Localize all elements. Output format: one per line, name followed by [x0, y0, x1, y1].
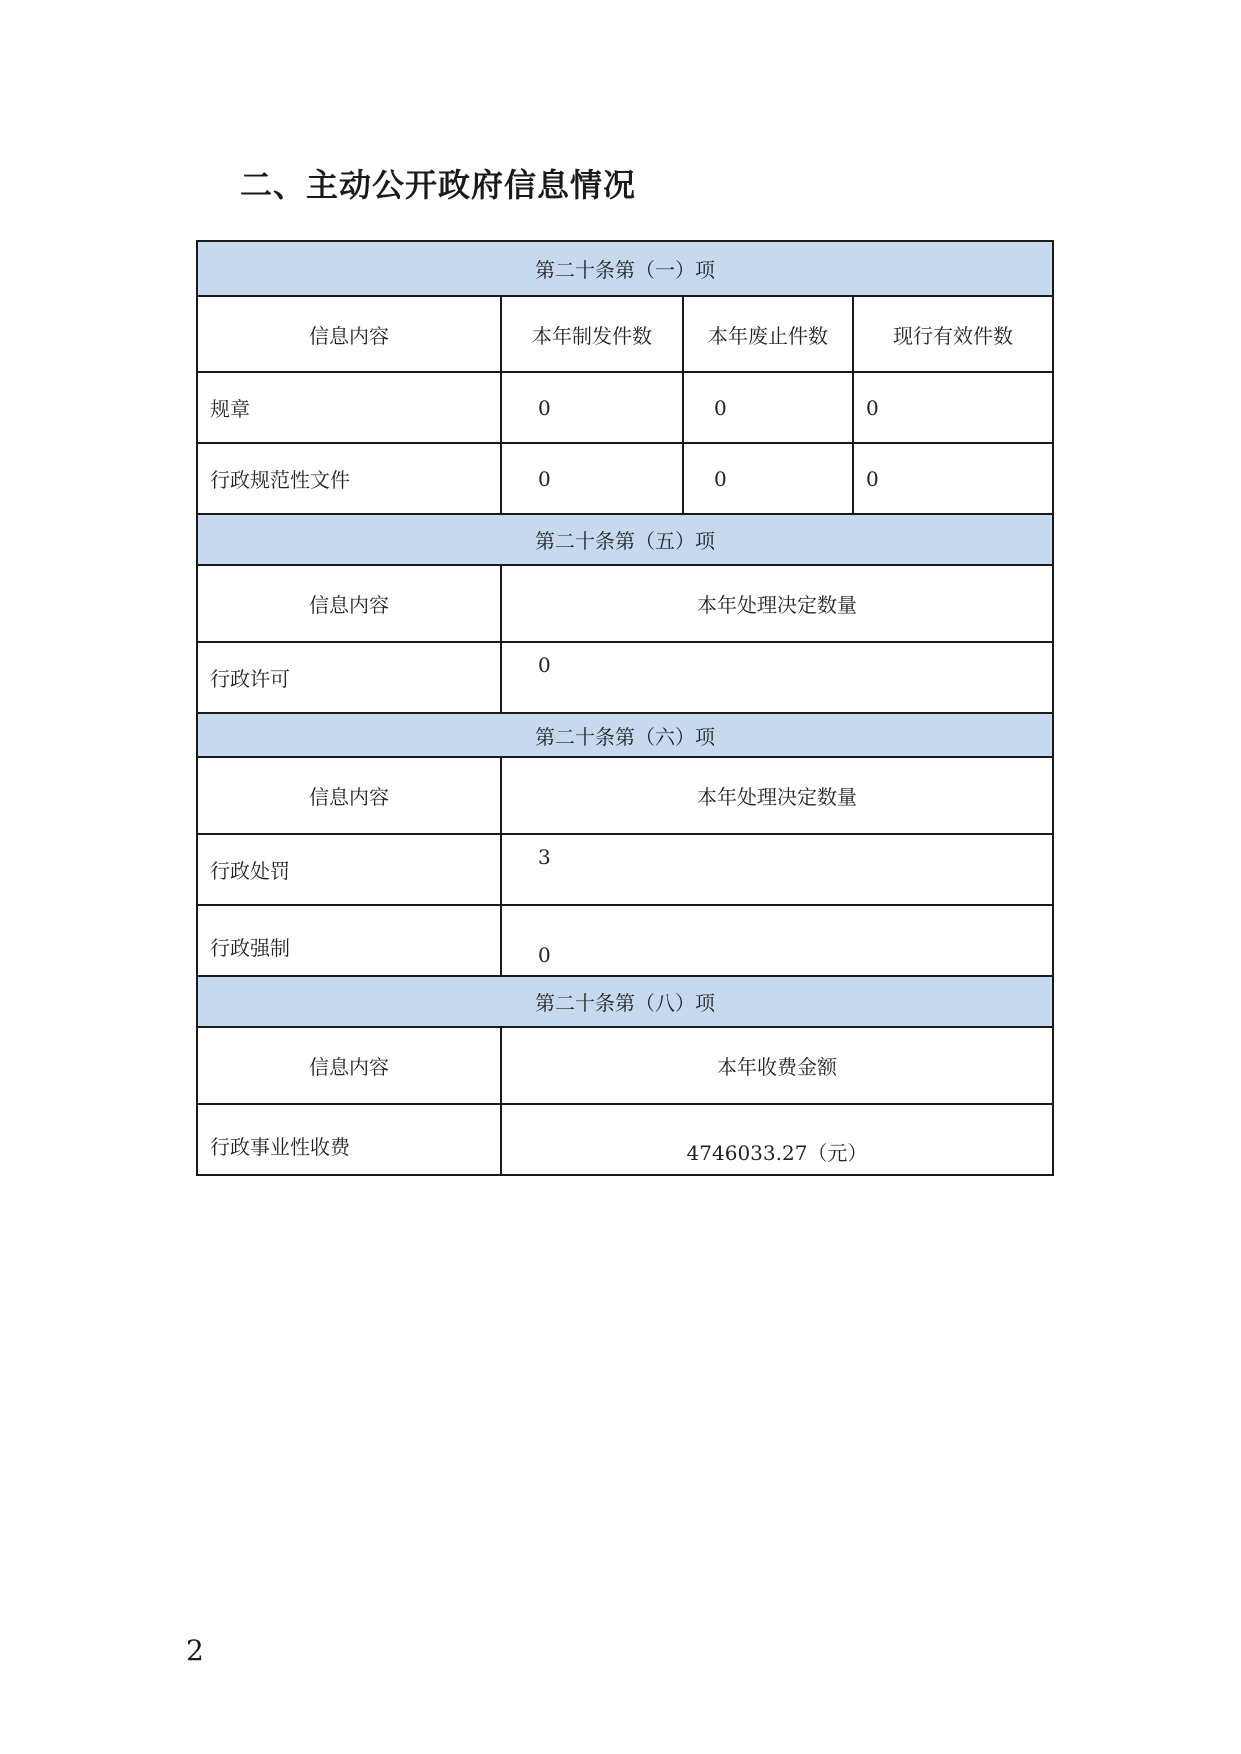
table-row [197, 372, 1053, 443]
section-title-5: 第二十条第（五）项 [197, 514, 1053, 565]
section-title-6: 第二十条第（六）项 [197, 713, 1053, 757]
table-cell: 0 [501, 372, 683, 443]
table-cell: 0 [683, 372, 853, 443]
section-title-8: 第二十条第（八）项 [197, 976, 1053, 1027]
table-cell: 0 [501, 443, 683, 514]
page-heading: 二、主动公开政府信息情况 [240, 166, 637, 204]
info-table [196, 240, 1054, 1176]
table-cell: 0 [853, 372, 1053, 443]
table-row [197, 443, 1053, 514]
section-header-row [197, 514, 1053, 565]
column-header: 本年废止件数 [683, 296, 853, 372]
column-header: 本年处理决定数量 [501, 565, 1053, 642]
row-label: 行政许可 [197, 642, 501, 713]
section-title-1: 第二十条第（一）项 [197, 241, 1053, 296]
table-row [197, 642, 1053, 713]
page-number: 2 [186, 1634, 204, 1667]
section-header-row [197, 713, 1053, 757]
section-header-row [197, 241, 1053, 296]
table-cell: 4746033.27（元） [501, 1104, 1053, 1175]
column-header: 本年收费金额 [501, 1027, 1053, 1104]
row-label: 行政规范性文件 [197, 443, 501, 514]
column-header: 信息内容 [197, 1027, 501, 1104]
table-row [197, 834, 1053, 905]
column-header: 信息内容 [197, 565, 501, 642]
row-label: 行政处罚 [197, 834, 501, 905]
column-header-row [197, 1027, 1053, 1104]
table-cell: 0 [683, 443, 853, 514]
column-header-row [197, 296, 1053, 372]
column-header: 信息内容 [197, 296, 501, 372]
table-row [197, 905, 1053, 976]
column-header-row [197, 757, 1053, 834]
table-cell: 0 [501, 905, 1053, 976]
table-cell: 0 [853, 443, 1053, 514]
column-header-row [197, 565, 1053, 642]
row-label: 行政强制 [197, 905, 501, 976]
table-cell: 0 [501, 642, 1053, 713]
column-header: 信息内容 [197, 757, 501, 834]
table-cell: 3 [501, 834, 1053, 905]
section-header-row [197, 976, 1053, 1027]
column-header: 现行有效件数 [853, 296, 1053, 372]
table-row [197, 1104, 1053, 1175]
row-label: 规章 [197, 372, 501, 443]
column-header: 本年处理决定数量 [501, 757, 1053, 834]
row-label: 行政事业性收费 [197, 1104, 501, 1175]
column-header: 本年制发件数 [501, 296, 683, 372]
